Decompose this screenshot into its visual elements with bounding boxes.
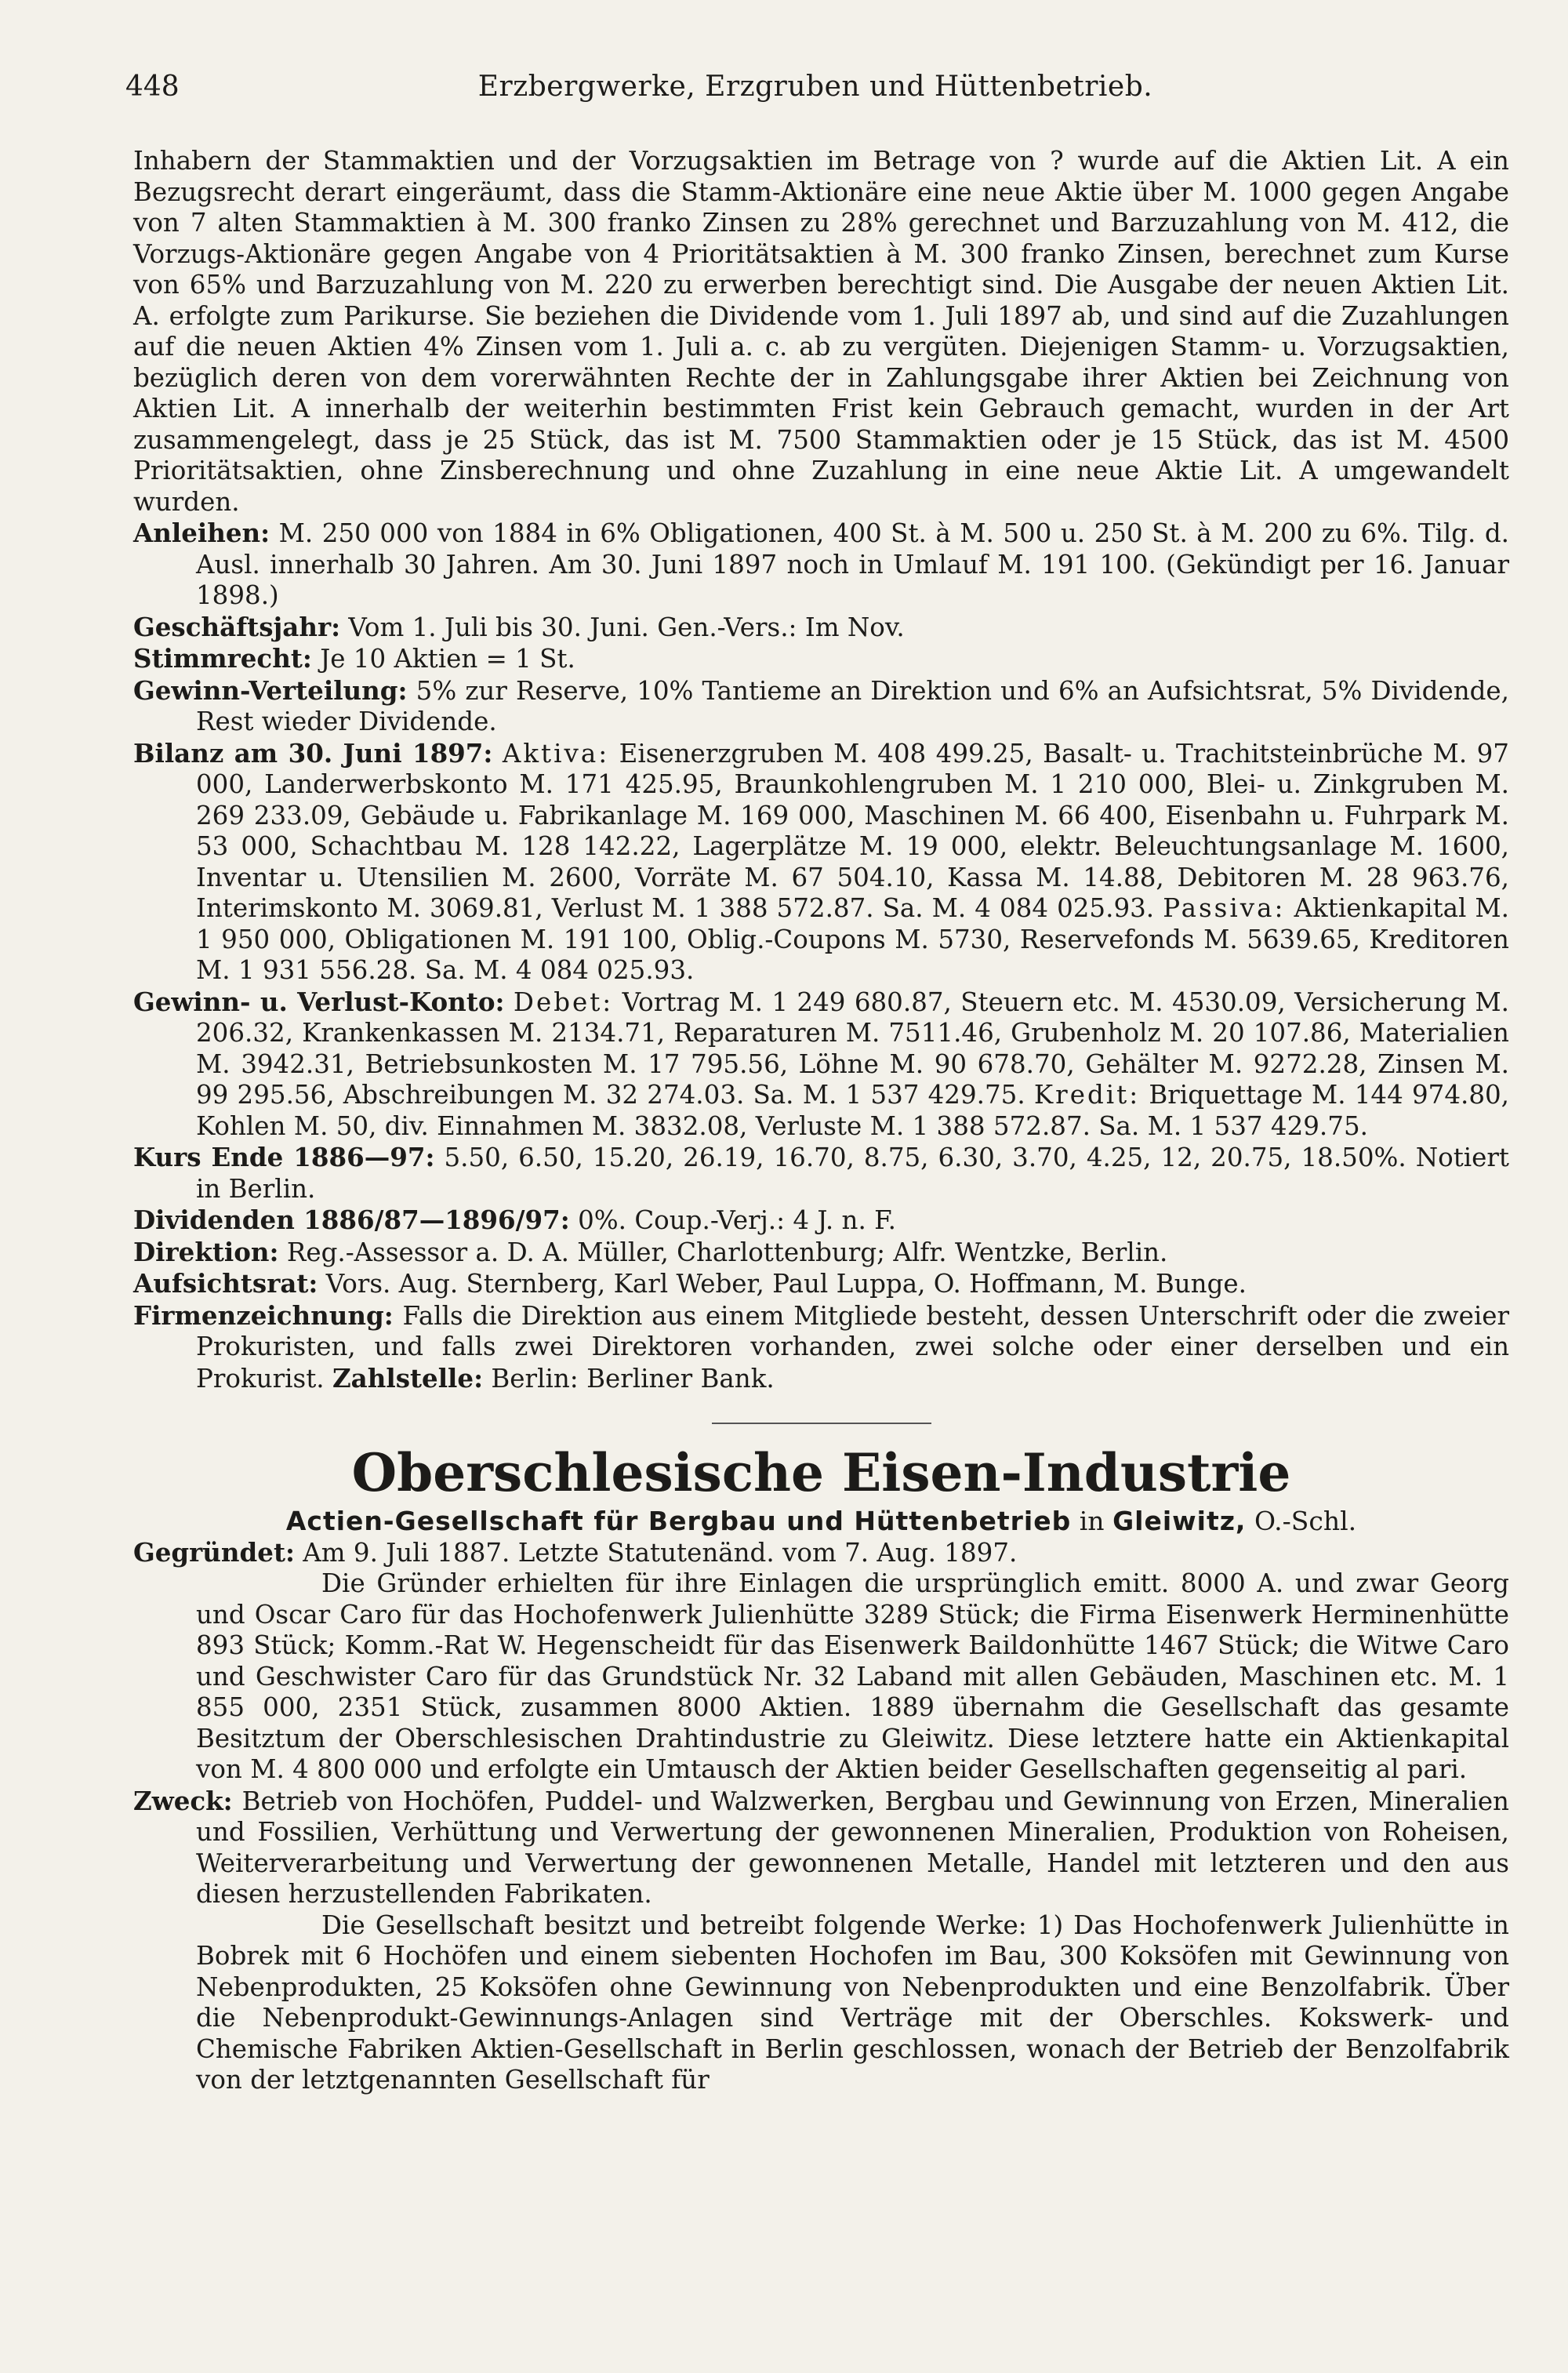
entry-text: 0%. Coup.-Verj.: 4 J. n. F. bbox=[578, 1205, 896, 1235]
entry-label: Gewinn- u. Verlust-Konto: bbox=[133, 986, 505, 1017]
entry-label-secondary: Gen.-Vers.: bbox=[657, 612, 797, 642]
entry-text: Vors. Aug. Sternberg, Karl Weber, Paul Luppa, O. Hoffmann, M. Bunge. bbox=[325, 1269, 1247, 1299]
entry-text: 5% zur Reserve, 10% Tantieme an Direktion und 6% an Aufsichtsrat, 5% Dividende, Rest wieder Dividende. bbox=[196, 675, 1509, 736]
running-title: Erzbergwerke, Erzgruben und Hüttenbetrieb. bbox=[477, 71, 1153, 103]
company-name: Actien-Gesellschaft für Bergbau und Hüttenbetrieb bbox=[285, 1506, 1072, 1536]
entry-kurs bbox=[133, 1142, 1509, 1205]
entry-sublabel-debet: Debet: bbox=[513, 987, 614, 1017]
entry-text: Am 9. Juli 1887. Letzte Statutenänd. vom 7. Aug. 1897. bbox=[303, 1537, 1018, 1568]
section-title: Oberschlesische Eisen-Industrie bbox=[351, 1442, 1291, 1503]
company-region: O.-Schl. bbox=[1254, 1506, 1357, 1536]
company-line bbox=[133, 1506, 1509, 1537]
page-content bbox=[133, 146, 1509, 2096]
entry-dividenden bbox=[133, 1205, 1509, 1237]
entry-label: Dividenden 1886/87—1896/97: bbox=[133, 1205, 570, 1235]
entry-text-zahlstelle: Berlin: Berliner Bank. bbox=[491, 1363, 775, 1394]
section-divider bbox=[712, 1423, 931, 1424]
entry-sublabel-kredit: Kredit: bbox=[1033, 1080, 1141, 1110]
page-number: 448 bbox=[125, 71, 180, 103]
gruender-paragraph: Die Gründer erhielten für ihre Einlagen die ursprünglich emitt. 8000 A. und zwar Georg und Oscar Caro für das Hochofenwerk Julienhütte 3289 Stück; die Firma Eisenwerk Herminenhütte 893 Stück; Komm.-Rat W. Hegenscheidt für das Eisenwerk Baildonhütte 1467 Stück; die Witwe Caro und Geschwister Caro für das Grundstück Nr. 32 Laband mit allen Gebäuden, Maschinen etc. M. 1 855 000, 2351 Stück, zusammen 8000 Aktien. 1889 übernahm die Gesellschaft das gesamte Besitztum der Oberschlesischen Drahtindustrie zu Gleiwitz. Diese letztere hatte ein Aktienkapital von M. 4 800 000 und erfolgte ein Umtausch der Aktien beider Gesellschaften gegenseitig al pari. bbox=[196, 1568, 1509, 1784]
entry-sublabel-passiva: Passiva: bbox=[1163, 893, 1286, 923]
entry-text: Falls die Direktion aus einem Mitgliede besteht, dessen Unterschrift oder die zweier Prokuristen, und falls zwei Direktoren vorhanden, zwei solche oder einer derselben und ein Prokurist. bbox=[196, 1300, 1509, 1394]
entry-text: Betrieb von Hochöfen, Puddel- und Walzwerken, Bergbau und Gewinnung von Erzen, Mineralien und Fossilien, Verhüttung und Verwertung der gewonnenen Mineralien, Produktion von Roheisen, Weiterverarbeitung und Verwertung der gewonnenen Metalle, Handel mit letzteren und den aus diesen herzustellenden Fabrikaten. bbox=[196, 1786, 1509, 1909]
entry-label: Anleihen: bbox=[133, 518, 270, 548]
entry-stimmrecht bbox=[133, 643, 1509, 675]
continuation-paragraph: Inhabern der Stammaktien und der Vorzugsaktien im Betrage von ? wurde auf die Aktien Lit. A ein Bezugsrecht derart eingeräumt, dass die Stamm-Aktionäre eine neue Aktie über M. 1000 gegen Angabe von 7 alten Stammaktien à M. 300 franko Zinsen zu 28% gerechnet und Barzuzahlung von M. 412, die Vorzugs-Aktionäre gegen Angabe von 4 Prioritätsaktien à M. 300 franko Zinsen, berechnet zum Kurse von 65% und Barzuzahlung von M. 220 zu erwerben berechtigt sind. Die Ausgabe der neuen Aktien Lit. A. erfolgte zum Parikurse. Sie beziehen die Dividende vom 1. Juli 1897 ab, und sind auf die Zuzahlungen auf die neuen Aktien 4% Zinsen vom 1. Juli a. c. ab zu vergüten. Diejenigen Stamm- u. Vorzugsaktien, bezüglich deren von dem vorerwähnten Rechte der in Zahlungsgabe ihrer Aktien bei Zeichnung von Aktien Lit. A innerhalb der weiterhin bestimmten Frist kein Gebrauch gemacht, wurden in der Art zusammengelegt, dass je 25 Stück, das ist M. 7500 Stammaktien oder je 15 Stück, das ist M. 4500 Prioritätsaktien, ohne Zinsberechnung und ohne Zuzahlung in eine neue Aktie Lit. A umgewandelt wurden. bbox=[133, 146, 1509, 517]
entry-text-aktiva: Eisenerzgruben M. 408 499.25, Basalt- u. Trachitsteinbrüche M. 97 000, Landerwerbskonto M. 171 425.95, Braunkohlengruben M. 1 210 000, Blei- u. Zinkgruben M. 269 233.09, Gebäude u. Fabrikanlage M. 169 000, Maschinen M. 66 400, Eisenbahn u. Fuhrpark M. 53 000, Schachtbau M. 128 142.22, Lagerplätze M. 19 000, elektr. Beleuchtungsanlage M. 1600, Inventar u. Utensilien M. 2600, Vorräte M. 67 504.10, Kassa M. 14.88, Debitoren M. 28 963.76, Interimskonto M. 3069.81, Verlust M. 1 388 572.87. Sa. M. 4 084 025.93. bbox=[196, 738, 1509, 923]
entry-text: 5.50, 6.50, 15.20, 26.19, 16.70, 8.75, 6.30, 3.70, 4.25, 12, 20.75, 18.50%. Notiert in Berlin. bbox=[196, 1143, 1509, 1204]
entry-label: Kurs Ende 1886—97: bbox=[133, 1142, 435, 1172]
entry-label: Geschäftsjahr: bbox=[133, 611, 341, 642]
company-city: Gleiwitz, bbox=[1112, 1506, 1247, 1536]
entry-label: Stimmrecht: bbox=[133, 643, 312, 674]
entry-label: Direktion: bbox=[133, 1236, 279, 1267]
entry-direktion bbox=[133, 1237, 1509, 1269]
entry-label: Zweck: bbox=[133, 1785, 233, 1816]
werke-paragraph: Die Gesellschaft besitzt und betreibt folgende Werke: 1) Das Hochofenwerk Julienhütte in Bobrek mit 6 Hochöfen und einem siebenten Hochofen im Bau, 300 Koksöfen mit Gewinnung von Nebenprodukten, 25 Koksöfen ohne Gewinnung von Nebenprodukten und eine Benzolfabrik. Über die Nebenprodukt-Gewinnungs-Anlagen sind Verträge mit der Oberschles. Kokswerk- und Chemische Fabriken Aktien-Gesellschaft in Berlin geschlossen, wonach der Betrieb der Benzolfabrik von der letztgenannten Gesellschaft für bbox=[196, 1910, 1509, 2095]
entry-text-secondary: Im Nov. bbox=[804, 612, 905, 642]
entry-text-passiva: Aktienkapital M. 1 950 000, Obligationen M. 191 100, Oblig.-Coupons M. 5730, Reservefonds M. 5639.65, Kreditoren M. 1 931 556.28. Sa. M. 4 084 025.93. bbox=[196, 893, 1509, 985]
entry-label: Gegründet: bbox=[133, 1536, 295, 1568]
entry-label: Aufsichtsrat: bbox=[133, 1268, 318, 1299]
entry-gewinn-verteilung bbox=[133, 675, 1509, 738]
entry-gewinn-verlust-konto bbox=[133, 987, 1509, 1143]
entry-label: Gewinn-Verteilung: bbox=[133, 674, 408, 706]
entry-text-debet: Vortrag M. 1 249 680.87, Steuern etc. M. 4530.09, Versicherung M. 206.32, Krankenkassen M. 2134.71, Reparaturen M. 7511.46, Grubenholz M. 20 107.86, Materialien M. 3942.31, Betriebsunkosten M. 17 795.56, Löhne M. 90 678.70, Gehälter M. 9272.28, Zinsen M. 99 295.56, Abschreibungen M. 32 274.03. Sa. M. 1 537 429.75. bbox=[196, 987, 1509, 1110]
entry-geschaeftsjahr bbox=[133, 612, 1509, 644]
entry-zweck bbox=[133, 1786, 1509, 1910]
entry-firmenzeichnung bbox=[133, 1300, 1509, 1395]
entry-aufsichtsrat bbox=[133, 1268, 1509, 1300]
entry-bilanz bbox=[133, 738, 1509, 987]
entry-anleihen bbox=[133, 518, 1509, 612]
entry-text: Vom 1. Juli bis 30. Juni. bbox=[348, 612, 649, 642]
entry-text-kredit: Briquettage M. 144 974.80, Kohlen M. 50, div. Einnahmen M. 3832.08, Verluste M. 1 388 572.87. Sa. M. 1 537 429.75. bbox=[196, 1080, 1510, 1141]
entry-label: Bilanz am 30. Juni 1897: bbox=[133, 737, 493, 769]
entry-text: Reg.-Assessor a. D. A. Müller, Charlottenburg; Alfr. Wentzke, Berlin. bbox=[286, 1237, 1168, 1267]
entry-gegruendet bbox=[133, 1537, 1509, 1569]
entry-sublabel-aktiva: Aktiva: bbox=[502, 738, 610, 769]
page-header bbox=[125, 71, 1505, 110]
entry-label: Firmenzeichnung: bbox=[133, 1299, 394, 1331]
entry-label-zahlstelle: Zahlstelle: bbox=[332, 1362, 484, 1394]
entry-text: M. 250 000 von 1884 in 6% Obligationen, 400 St. à M. 500 u. 250 St. à M. 200 zu 6%. Tilg. d. Ausl. innerhalb 30 Jahren. Am 30. Juni 1897 noch in Umlauf M. 191 100. (Gekündigt per 16. Januar 1898.) bbox=[196, 518, 1509, 610]
entry-text: Je 10 Aktien = 1 St. bbox=[320, 644, 575, 674]
company-in: in bbox=[1079, 1506, 1105, 1536]
